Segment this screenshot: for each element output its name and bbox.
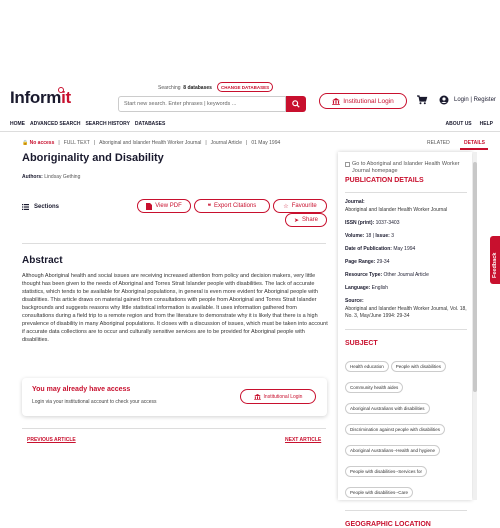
nav-databases[interactable]: DATABASES [134, 121, 166, 127]
share-button[interactable] [285, 213, 327, 227]
subject-tag[interactable]: Discrimination against people with disabilities [345, 424, 445, 435]
logo-mark-icon [58, 87, 64, 93]
access-text: Login via your institutional account to check your access [32, 399, 157, 405]
authors-label: Authors: [22, 174, 43, 180]
resource-type-value: Other Journal Article [383, 272, 429, 278]
issue-label: Issue: [375, 233, 390, 239]
date-label: Date of Publication: [345, 246, 392, 252]
subject-tag[interactable]: Aboriginal Australians with disabilities [345, 403, 430, 414]
searching-prefix: Searching [158, 85, 181, 91]
subject-tag[interactable]: People with disabilities [391, 361, 446, 372]
no-access-badge: 🔒 No access [22, 140, 55, 146]
volume-value: 18 [365, 233, 372, 239]
meta-sep: | [93, 140, 96, 146]
source-label: Source: [345, 298, 364, 304]
full-text-label: FULL TEXT [63, 140, 90, 146]
access-login-label: Institutional Login [263, 393, 303, 400]
nav-divider [0, 131, 500, 132]
scrollbar-thumb[interactable] [473, 162, 477, 392]
search-icon [292, 100, 300, 108]
article-type: Journal Article [210, 140, 243, 146]
quote-icon: ❝ [207, 203, 211, 210]
logo-accent-text: it [61, 88, 71, 107]
previous-article-link[interactable]: PREVIOUS ARTICLE [27, 437, 76, 443]
favourite-button[interactable] [273, 199, 327, 213]
journal-homepage-image[interactable] [345, 161, 467, 175]
sections-toggle[interactable] [22, 204, 59, 210]
abstract-heading: Abstract [22, 255, 63, 266]
subject-tag[interactable]: Health education [345, 361, 389, 372]
tab-related[interactable]: RELATED [427, 140, 450, 146]
login-register-link[interactable]: Login | Register [454, 97, 496, 103]
nav-search-history[interactable]: SEARCH HISTORY [85, 121, 130, 127]
section-divider [22, 243, 326, 244]
journal-value[interactable]: Aboriginal and Islander Health Worker Journal [345, 207, 448, 213]
issn-value: 1037-3403 [375, 220, 400, 226]
pdf-icon [146, 203, 152, 210]
language-label: Language: [345, 285, 371, 291]
star-icon: ☆ [283, 203, 289, 210]
geographic-location-heading: GEOGRAPHIC LOCATION [345, 521, 431, 528]
subject-tag[interactable]: Community health aides [345, 382, 403, 393]
institution-icon [254, 394, 261, 400]
volume-label: Volume: [345, 233, 365, 239]
searching-databases [158, 85, 212, 91]
abstract-text: Although Aboriginal health and social issues are receiving increased attention from policy and decision makers, very little thought has been given to the needs of Aboriginal and Torres Strait Islander people with disabilities. The lack of accurate statistics, which tends to be available for Aboriginal populations, in general is even more evident for Aboriginal people with disabilities. This article draws on material gained from consultations with people from Aboriginal and Torres Strait Islander backgrounds and suggests reasons why little statistical information is available. It uses information gathered from consultations during a field trip to a remote region and from the literature to demonstrate why it is likely that there is a high prevalence of disability in many Aboriginal populations. It closes with a discussion of issues, which must be taken into account if accurate data collections are to occur and culturally sensitive services are to be provided for Aboriginal people with disabilities. [22, 273, 328, 343]
subject-tags [345, 355, 467, 502]
list-icon [22, 204, 29, 210]
main-nav [10, 121, 165, 127]
journal-label: Journal: [345, 199, 365, 205]
search-input[interactable]: Start new search. Enter phrases | keywords ... [118, 96, 286, 112]
subject-tag[interactable]: People with disabilities--Care [345, 487, 413, 498]
next-article-link[interactable]: NEXT ARTICLE [285, 437, 322, 443]
publication-details-heading: PUBLICATION DETAILS [345, 177, 424, 184]
nav-about-us[interactable]: ABOUT US [445, 121, 472, 127]
no-access-label: No access [29, 140, 55, 146]
volume-issue-row: Volume: 18 | Issue: 3 [345, 233, 395, 239]
date-value: May 1994 [393, 246, 416, 252]
article-title: Aboriginality and Disability [22, 152, 164, 164]
user-icon[interactable] [439, 95, 449, 105]
access-institutional-login-button[interactable] [240, 389, 316, 404]
sections-label: Sections [34, 204, 60, 210]
feedback-tab[interactable] [490, 236, 500, 284]
active-tab-indicator [460, 148, 488, 150]
institutional-login-label: Institutional Login [343, 97, 394, 105]
search-button[interactable] [286, 96, 306, 112]
subject-tag[interactable]: People with disabilities--Services for [345, 466, 427, 477]
meta-sep: | [205, 140, 207, 146]
share-label: Share [302, 217, 319, 223]
subject-tag[interactable]: Aboriginal Australians--Health and hygiene [345, 445, 440, 456]
author-name[interactable]: Lindsay Gething [44, 174, 81, 180]
change-databases-button[interactable]: CHANGE DATABASES [217, 82, 273, 92]
nav-help[interactable]: HELP [479, 121, 493, 127]
cart-icon[interactable] [417, 95, 427, 105]
issue-value: 3 [391, 233, 395, 239]
databases-count: 8 databases [183, 85, 212, 91]
panel-scrollbar[interactable] [473, 152, 477, 500]
authors [22, 174, 80, 180]
access-heading: You may already have access [32, 386, 131, 393]
resource-type-label: Resource Type: [345, 272, 383, 278]
broken-image-icon [345, 162, 350, 167]
institutional-login-button[interactable] [319, 93, 407, 109]
subject-heading: SUBJECT [345, 340, 378, 347]
view-pdf-button[interactable] [137, 199, 191, 213]
journal-image-alt: Go to Aboriginal and Islander Health Worker Journal homepage [352, 161, 460, 174]
pages-value: 29-34 [376, 259, 390, 265]
issn-label: ISSN (print): [345, 220, 375, 226]
footer-divider [22, 428, 326, 429]
tab-details[interactable]: DETAILS [464, 140, 486, 146]
journal-name[interactable]: Aboriginal and Islander Health Worker Journal [99, 140, 202, 146]
favourite-label: Favourite [291, 203, 317, 209]
share-icon: ➤ [293, 217, 299, 224]
export-citations-button[interactable] [194, 199, 270, 213]
article-meta [22, 140, 280, 146]
view-pdf-label: View PDF [155, 203, 182, 209]
source-value: Aboriginal and Islander Health Worker Journal, Vol. 18, No. 3, May/June 1994: 29-34 [345, 306, 467, 319]
meta-sep: | [246, 140, 248, 146]
nav-home[interactable]: HOME [10, 121, 25, 127]
meta-sep: | [58, 140, 60, 146]
article-date: 01 May 1994 [251, 140, 281, 146]
feedback-label: Feedback [492, 252, 498, 278]
logo-main-text: Inform [10, 88, 62, 107]
nav-advanced-search[interactable]: ADVANCED SEARCH [30, 121, 81, 127]
details-panel [338, 152, 472, 528]
pages-label: Page Range: [345, 259, 376, 265]
language-value: English [371, 285, 389, 291]
access-box [22, 378, 327, 416]
institution-icon [332, 98, 340, 105]
secondary-nav [446, 121, 493, 127]
export-citations-label: Export Citations [213, 203, 257, 209]
